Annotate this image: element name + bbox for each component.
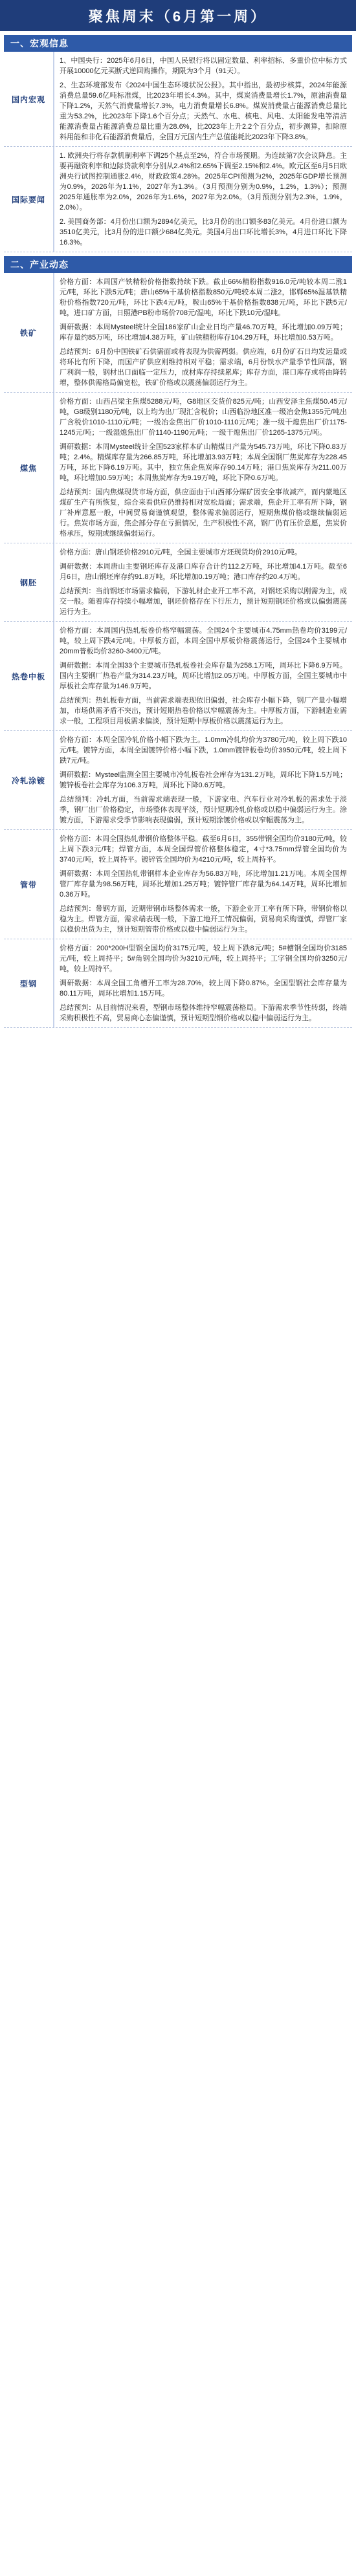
industry-content [54, 273, 352, 392]
price-paragraph: 价格方面：200*200H型钢全国均价3175元/吨，较上周下跌8元/吨；5#槽钢全国均价3185元/吨，较上周持平；5#角钢全国均价为3210元/吨，较上周持平；工字钢全国均价3250元/吨，较上周持平。 [60, 944, 347, 973]
industry-content [54, 543, 352, 621]
industry-content [54, 393, 352, 543]
industry-label: 型钢 [4, 939, 54, 1027]
intl-item: 1. 欧洲央行将存款机制利率下调25个基点至2%，符合市场预期。为连续第7次会议降息。主要再融资利率和边际贷款利率分别从2.4%和2.65%下调至2.15%和2.4%。欧元区至6月5日欧洲央行试图控制通胀2.4%，财政政策4.28%。2025年CPI预测为2%，2025年GDP增长预测为0.9%，2026年为1.1%，2027年为1.3%。（3月预测分别为0.9%，1.2%，1.3%）；预测2025年通胀率为2.0%，2026年为1.6%，2027年为2.0%。（3月预测分别为2.3%，1.9%，2.0%）。 [60, 152, 347, 212]
price-paragraph: 价格方面：本周全国热轧带钢价格整体平稳。截至6月6日，355带钢全国均价3180元/吨，较上周下跌3元/吨；焊管方面，本周全国焊管价格整体稳定，4寸*3.75mm焊管全国均价为3740元/吨，较上周持平。镀锌管全国均价为4210元/吨，较上周持平。 [60, 835, 347, 864]
summary-paragraph: 总结预判：冷轧方面，当前需求端表现一般，下游家电、汽车行业对冷轧板的需求处于淡季，钢厂出厂价格稳定，市场整体表现平淡，预计短期冷轧价格或以稳中偏弱运行为主。涂镀方面，下游需求受季节影响表现偏弱，预计短期涂镀价格或以窄幅震荡为主。 [60, 796, 347, 824]
industry-label: 煤焦 [4, 393, 54, 543]
summary-paragraph: 总结预判：热轧板卷方面，当前需求端表现依旧偏弱，社会库存小幅下降，钢厂产量小幅增加，市场供需矛盾不突出，预计短期热卷价格以窄幅震荡为主。中厚板方面，下游制造业需求一般，工程项目用板需求偏淡，预计短期中厚板价格以震荡运行为主。 [60, 697, 347, 725]
industry-label: 钢胚 [4, 543, 54, 621]
industry-block-cold-rolled [4, 731, 352, 830]
summary-paragraph: 总结预判：带钢方面，近期带钢市场整体需求一般，下游企业开工率有所下降，带钢价格以稳为主。焊管方面，需求端表现一般，下游工地开工情况偏弱，贸易商采购谨慎，焊管厂家以稳价出货为主，预计短期管带价格或以稳中偏弱运行为主。 [60, 905, 347, 933]
industry-content [54, 622, 352, 730]
summary-paragraph: 总结预判：6月份中国铁矿石供需面或将表现为供需两弱。供应端，6月份矿石日均发运量或将环比有所下降，而国产矿供应则维持相对平稳；需求端，6月份铁水产量季节性回落，钢厂利润一般，钢材出口面临一定压力，成材库存持续累库；库存方面，港口库存或将由降转增，整体供需格局偏宽松，铁矿价格或以震荡偏弱运行为主。 [60, 348, 347, 387]
survey-paragraph: 调研数据：本周Mysteel统计全国186家矿山企业日均产量46.70万吨，环比增加0.09万吨；库存量约85万吨，环比增加4.38万吨，矿山铁精粉库存104.29万吨，环比增加0.53万吨。 [60, 323, 347, 342]
industry-content [54, 939, 352, 1027]
price-paragraph: 价格方面：本周全国冷轧价格小幅下跌为主。1.0mm冷轧均价为3780元/吨，较上周下跌10元/吨。镀锌方面，本周全国镀锌价格小幅下跌，1.0mm镀锌板卷均价3950元/吨，较上周下跌7元/吨。 [60, 736, 347, 765]
summary-paragraph: 总结预判：从目前情况来看，型钢市场整体维持窄幅震荡格局。下游需求季节性转弱，终端采购积极性不高，贸易商心态偏谨慎，预计短期型钢价格或以稳中偏弱运行为主。 [60, 1004, 347, 1022]
page-title [0, 0, 356, 31]
summary-paragraph: 总结预判：当前钢坯市场需求偏弱，下游轧材企业开工率不高，对钢坯采购以刚需为主，成交一般。随着库存持续小幅增加，钢坯价格存在下行压力，预计短期钢坯价格或以偏弱震荡运行为主。 [60, 587, 347, 616]
survey-paragraph: 调研数据：本周全国工角槽开工率为28.70%，较上周下降0.87%。全国型钢社会库存量为80.11万吨，周环比增加1.15万吨。 [60, 979, 347, 998]
domestic-item: 1、中国央行：2025年6月6日，中国人民银行将以固定数量、利率招标、多重价位中标方式开展10000亿元买断式逆回购操作，期限为3个月（91天）。 [60, 57, 347, 75]
industry-content [54, 830, 352, 939]
survey-paragraph: 调研数据：本周全国33个主要城市热轧板卷社会库存量为258.1万吨，周环比下降6.9万吨。国内主要钢厂热卷产量为314.23万吨，周环比增加2.05万吨。中厚板方面，全国主要城市中厚板社会库存量为146.9万吨。 [60, 662, 347, 690]
intl-news-block [4, 147, 352, 252]
price-paragraph: 价格方面：本周国产铁精粉价格指数持续下跌。截止66%精粉指数916.0元/吨较本周二涨1元/吨，环比下跌5元/吨；唐山65%干基价格指数850元/吨较本周二涨2，邯郸65%湿基铁精粉价格指数720元/吨，环比下跌4元/吨，鞍山65%干基价格指数838元/吨，环比下跌5元/吨，进口矿方面，日照港PB粉市场价708元/湿吨，环比下跌10元/湿吨。 [60, 278, 347, 317]
domestic-macro-block [4, 52, 352, 147]
survey-paragraph: 调研数据：Mysteel监测全国主要城市冷轧板卷社会库存为131.2万吨，周环比下降1.5万吨；镀锌板卷社会库存为106.3万吨，周环比下降0.6万吨。 [60, 771, 347, 789]
industry-label: 冷轧涂镀 [4, 731, 54, 829]
domestic-item: 2、生态环境部发布《2024中国生态环境状况公报》。其中指出，最初步核算，2024年能源消费总量59.6亿吨标准煤，比2023年增长4.3%。其中，煤炭消费量增长1.7%，原油消费量下降1.2%，天然气消费量增长7.3%，电力消费量增长6.8%。煤炭消费量占能源消费总量比重为53.2%，比2023年下降1.6个百分点；天然气、水电、核电、风电、太阳能发电等清洁能源消费量占能源消费总量比重为28.6%，比2023年上升2.2个百分点，初步测算，扣除原料用能和非化石能源消费量后，全国万元国内生产总值能耗比2023年下降3.8%。 [60, 82, 347, 141]
survey-paragraph: 调研数据：本周唐山主要钢坯库存及港口库存合计约112.2万吨，环比增加4.1万吨。截至6月6日，唐山钢坯库存约91.8万吨，环比增加0.19万吨；港口库存约20.4万吨。 [60, 563, 347, 581]
industry-block-iron-ore [4, 273, 352, 393]
industry-section-title-text: 二、产业动态 [10, 259, 69, 270]
macro-section-title [4, 35, 352, 52]
industry-block-section-steel [4, 939, 352, 1028]
page-title-text: 聚焦周末（6月第一周） [88, 8, 268, 25]
industry-block-hot-rolled [4, 622, 352, 731]
domestic-macro-content [54, 52, 352, 146]
survey-paragraph: 调研数据：本周全国热轧带钢样本企业库存为56.83万吨，环比增加1.21万吨。本周全国焊管厂库存量为98.56万吨，周环比增加1.25万吨；镀锌管厂库存量为64.14万吨，周环比增加0.36万吨。 [60, 870, 347, 899]
price-paragraph: 价格方面：本周国内热轧板卷价格窄幅震荡。全国24个主要城市4.75mm热卷均价3199元/吨，较上周下跌4元/吨。中厚板方面，本周全国中厚板价格震荡运行，全国24个主要城市20mm普板均价3260-3400元/吨。 [60, 627, 347, 655]
summary-paragraph: 总结预判：国内焦煤现货市场方面，供应面由于山西部分煤矿因安全事故减产，而内蒙地区煤矿生产有所恢复，综合来看供应仍维持相对宽松局面；需求端，焦企开工率有所下降，钢厂补库意愿一般，中间贸易商谨慎观望，整体需求偏弱运行，短期焦煤价格或继续偏弱运行。焦炭市场方面，焦企部分存在亏损情况，生产积极性不高，钢厂仍有压价意愿，焦炭价格承压，短期或继续偏弱运行。 [60, 488, 347, 538]
industry-label: 管带 [4, 830, 54, 939]
macro-section-title-text: 一、宏观信息 [10, 38, 69, 49]
domestic-macro-label: 国内宏观 [4, 52, 54, 146]
industry-block-coal-coke [4, 393, 352, 543]
industry-block-pipe-strip [4, 830, 352, 939]
survey-paragraph: 调研数据：本周Mysteel统计全国523家样本矿山精煤日产量为545.73万吨，环比下降0.83万吨；2.4%。精煤库存量为266.85万吨，环比增加3.93万吨；本周全国钢厂焦炭库存为228.45万吨，环比下降6.19万吨。其中，独立焦企焦炭库存90.14万吨；港口焦炭库存为211.00万吨，环比增加0.59万吨；本周焦炭库存为9.19万吨，环比下降0.6万吨。 [60, 443, 347, 482]
intl-news-label: 国际要闻 [4, 147, 54, 252]
intl-item: 2. 美国商务部：4月份出口额为2894亿美元，比3月份的出口额多83亿美元。4月份进口额为3510亿美元，比3月份的进口额少684亿美元。美国4月出口环比增长3%，4月进口环比下降16.3%。 [60, 218, 347, 246]
industry-label: 铁矿 [4, 273, 54, 392]
industry-label: 热卷中板 [4, 622, 54, 730]
price-paragraph: 价格方面：唐山钢坯价格2910元/吨，全国主要城市方坯现货均价2910元/吨。 [60, 549, 302, 556]
price-paragraph: 价格方面：山西吕梁主焦煤5288元/吨，G8地区交货价825元/吨；山西安泽主焦煤50.45元/吨，G8级别1180元/吨，以上均为出厂现汇含税价；山西临汾地区准一级冶金焦1355元/吨出厂含税价1010-1110元/吨；一级冶金焦出厂价1010-1110元/吨；准一级干熄焦出厂价1175-1245元/吨；一级湿熄焦出厂价1140-1190元/吨；一级干熄焦出厂价1265-1375元/吨。 [60, 398, 347, 437]
industry-section-title [4, 256, 352, 273]
industry-content [54, 731, 352, 829]
industry-block-billet [4, 543, 352, 622]
intl-news-content [54, 147, 352, 252]
